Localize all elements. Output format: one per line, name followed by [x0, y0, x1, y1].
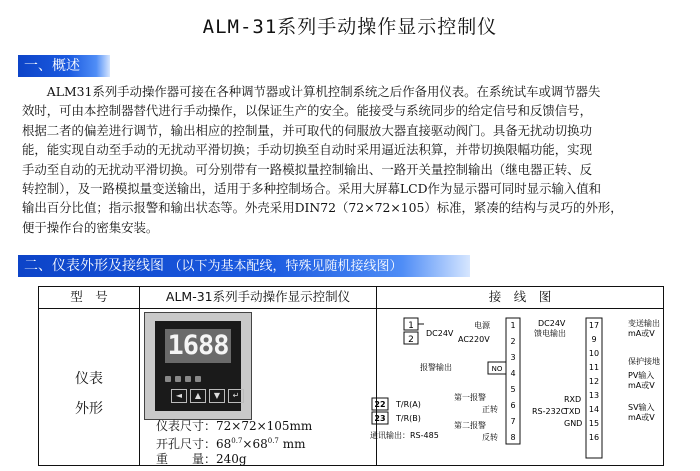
section-header-wiring	[18, 255, 470, 277]
col-type: 型 号	[39, 287, 140, 309]
col-model: ALM-31系列手动操作显示控制仪	[140, 287, 377, 309]
cterm-1: 1	[510, 321, 516, 330]
intro-line: 转控制），及一路模拟量变送输出，适用于多种控制场合。采用大屏幕LCD作为显示器可同时显示输入值和	[22, 181, 602, 197]
tr-b-label: T/R(B)	[396, 414, 421, 423]
gnd-label: GND	[564, 419, 583, 428]
status-leds	[165, 367, 231, 375]
svg-text:23: 23	[374, 414, 386, 423]
svg-text:22: 22	[374, 400, 386, 409]
section-label: 一、概述	[24, 58, 80, 74]
rs232-label: RS-232C	[532, 407, 567, 416]
forward-label: 正转	[482, 405, 498, 414]
intro-line: 便于操作台的密集安装。	[22, 219, 159, 235]
rterm-13: 13	[588, 391, 600, 400]
rs485-label: 通讯输出：RS-485	[370, 431, 439, 440]
intro-line: ALM31系列手动操作器可接在各种调节器或计算机控制系统之后作备用仪表。在系统试车或调节器失	[46, 84, 601, 99]
alarm-out-label: 报警输出	[420, 363, 452, 372]
sv-input-label: SV输入	[628, 403, 655, 412]
cterm-7: 7	[510, 417, 516, 426]
instrument-size: 仪表尺寸：72×72×105mm	[156, 419, 313, 433]
rterm-16: 16	[588, 433, 600, 442]
rterm-14: 14	[588, 405, 600, 414]
cterm-2: 2	[510, 337, 516, 346]
ac220v-label: AC220V	[458, 335, 490, 344]
rterm-17: 17	[588, 321, 600, 330]
alarm1-label: 第一报警	[454, 393, 486, 402]
dc24v-feed-label: DC24V	[538, 319, 566, 328]
rterm-15: 15	[588, 419, 600, 428]
row-label-line1: 仪表	[75, 371, 103, 387]
cterm-4: 4	[510, 369, 516, 378]
page-title: ALM-31系列手动操作显示控制仪	[202, 16, 498, 38]
key-up: ▲	[190, 389, 206, 403]
power-label: 电源	[474, 321, 490, 330]
ground-label: 保护接地	[628, 357, 660, 366]
term-1: 1	[408, 321, 414, 331]
cterm-5: 5	[510, 385, 516, 394]
key-enter: ↵	[228, 389, 244, 403]
weight: 重 量：240g	[156, 452, 247, 466]
rxd-label: RXD	[564, 395, 582, 404]
transmit-label: 变送输出	[628, 319, 660, 328]
intro-line: 输出百分比值；指示报警和输出状态等。外壳采用DIN72（72×72×105）标准，紧凑的结构与灵巧的外形，	[22, 200, 623, 216]
meter-keys	[171, 383, 247, 403]
row-label-line2: 外形	[75, 401, 103, 417]
col-wiring: 接 线 图	[377, 287, 664, 309]
alarm2-label: 第二报警	[454, 421, 486, 430]
dc24v-label: DC24V	[426, 329, 454, 338]
intro-line: 根据二者的偏差进行调节，输出相应的控制量，并可取代的伺服放大器直接驱动阀门。具备无扰动切换功	[22, 122, 592, 138]
overview-paragraph	[22, 82, 690, 237]
cterm-3: 3	[510, 353, 516, 362]
section-header-overview	[18, 55, 110, 77]
rterm-9: 9	[591, 335, 597, 344]
rterm-11: 11	[588, 363, 600, 372]
tr-a-label: T/R(A)	[396, 400, 421, 409]
dimensions-block	[156, 419, 312, 467]
term-2: 2	[408, 335, 414, 345]
comm-485-block	[370, 396, 450, 456]
transmit-unit: mA或V	[628, 329, 655, 338]
sv-unit: mA或V	[628, 413, 655, 422]
key-left: ◄	[171, 389, 187, 403]
key-down: ▼	[209, 389, 225, 403]
pv-unit: mA或V	[628, 381, 655, 390]
intro-line: 能，能实现自动至手动的无扰动平滑切换；手动切换至自动时采用逼近法积算，并带切换限幅功能，实现	[22, 142, 592, 158]
cutout-size: 开孔尺寸：$68^{0.7}\times 68^{0.7}$ mm	[156, 437, 306, 451]
intro-line: 手动至自动的无扰动平滑切换。可分别带有一路模拟量控制输出、一路开关量控制输出（继电器正转、反	[22, 161, 592, 177]
cterm-6: 6	[510, 401, 516, 410]
row-label	[39, 309, 140, 466]
section-note: （以下为基本配线，特殊见随机接线图）	[168, 259, 403, 274]
lcd-display: 1688	[165, 329, 231, 363]
reverse-label: 反转	[482, 433, 498, 442]
pv-input-label: PV输入	[628, 371, 655, 380]
cterm-8: 8	[510, 433, 516, 442]
intro-line: 效时，可由本控制器替代进行手动操作，以保证生产的安全。能接受与系统同步的给定信号和反馈信号，	[22, 103, 592, 119]
txd-label: TXD	[564, 407, 581, 416]
no-label: NO	[491, 365, 503, 373]
rterm-10: 10	[588, 349, 600, 358]
feed-output-label: 馈电输出	[534, 329, 566, 338]
rterm-12: 12	[588, 377, 600, 386]
section-label: 二、仪表外形及接线图	[24, 258, 164, 274]
meter-image	[144, 312, 252, 420]
